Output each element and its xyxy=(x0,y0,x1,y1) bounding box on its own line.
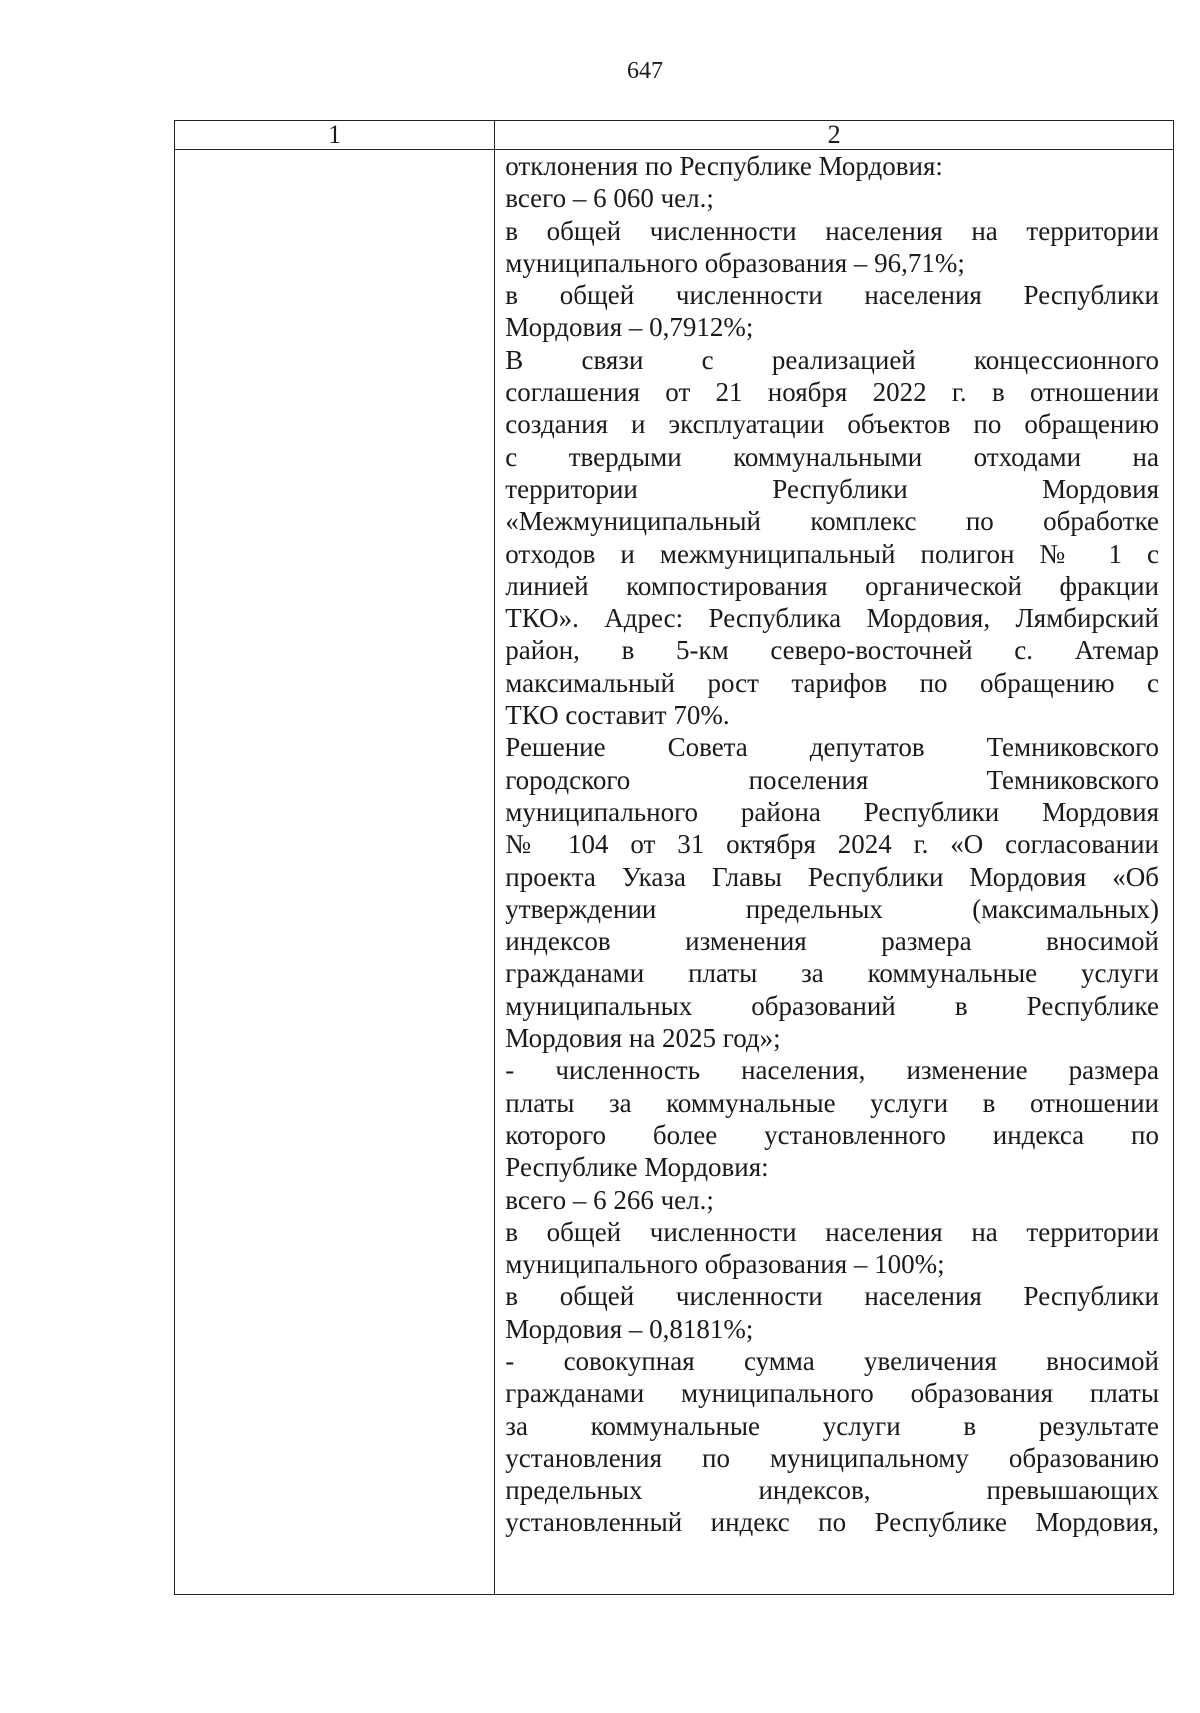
text-line: городского поселения Темниковского xyxy=(505,764,1159,795)
text-line: Мордовия – 0,8181%; xyxy=(505,1313,754,1344)
table-header-row xyxy=(175,121,1174,150)
table-row xyxy=(175,150,1174,1595)
text-line: ТКО». Адрес: Республика Мордовия, Лямбирский xyxy=(505,603,1159,634)
text-line: муниципального образования – 96,71%; xyxy=(505,247,965,278)
text-line: Решение Совета депутатов Темниковского xyxy=(505,732,1159,763)
text-line: отклонения по Республике Мордовия: xyxy=(505,151,943,181)
text-line: гражданами платы за коммунальные услуги xyxy=(505,958,1159,989)
text-line: предельных индексов, превышающих xyxy=(505,1475,1159,1506)
text-line: муниципального образования – 100%; xyxy=(505,1249,945,1280)
column-2-cell xyxy=(495,150,1174,1595)
text-line: муниципального района Республики Мордовия xyxy=(505,796,1159,827)
text-line: муниципальных образований в Республике xyxy=(505,990,1159,1021)
text-line: всего – 6 266 чел.; xyxy=(505,1184,714,1215)
column-1-cell xyxy=(175,150,495,1595)
text-line: гражданами муниципального образования платы xyxy=(505,1378,1159,1409)
text-line: всего – 6 060 чел.; xyxy=(505,183,714,214)
text-line: Мордовия на 2025 год»; xyxy=(505,1023,781,1054)
text-line: В связи с реализацией концессионного xyxy=(505,344,1159,375)
text-line: которого более установленного индекса по xyxy=(505,1119,1159,1150)
text-line: с твердыми коммунальными отходами на xyxy=(505,441,1159,472)
text-line: «Межмуниципальный комплекс по обработке xyxy=(505,506,1159,537)
text-line: - численность населения, изменение размера xyxy=(505,1055,1159,1086)
text-line: индексов изменения размера вносимой xyxy=(505,926,1159,957)
column-header-2: 2 xyxy=(495,121,1174,150)
text-line: создания и эксплуатации объектов по обращению xyxy=(505,409,1159,440)
text-line: установления по муниципальному образованию xyxy=(505,1442,1159,1473)
text-line: за коммунальные услуги в результате xyxy=(505,1410,1159,1441)
text-line: в общей численности населения Республики xyxy=(505,280,1159,311)
text-line: в общей численности населения на территории xyxy=(505,215,1159,246)
text-line: - совокупная сумма увеличения вносимой xyxy=(505,1345,1159,1376)
text-line: Республике Мордовия: xyxy=(505,1152,769,1183)
text-line: № 104 от 31 октября 2024 г. «О согласовании xyxy=(505,829,1159,860)
text-line: линией компостирования органической фракции xyxy=(505,570,1159,601)
text-line: отходов и межмуниципальный полигон № 1 с xyxy=(505,538,1159,569)
text-line: максимальный рост тарифов по обращению с xyxy=(505,667,1159,698)
page-number: 647 xyxy=(627,58,663,84)
text-line: соглашения от 21 ноября 2022 г. в отношении xyxy=(505,377,1159,408)
text-line: территории Республики Мордовия xyxy=(505,473,1159,504)
text-line: платы за коммунальные услуги в отношении xyxy=(505,1087,1159,1118)
text-line: в общей численности населения на территории xyxy=(505,1216,1159,1247)
text-line: Мордовия – 0,7912%; xyxy=(505,312,754,343)
column-header-1: 1 xyxy=(175,121,495,150)
text-line: в общей численности населения Республики xyxy=(505,1281,1159,1312)
text-line: район, в 5-км северо-восточней с. Атемар xyxy=(505,635,1159,666)
text-line: установленный индекс по Республике Мордовия, xyxy=(505,1507,1159,1538)
text-line: ТКО составит 70%. xyxy=(505,700,730,731)
document-table xyxy=(174,120,1174,1595)
text-line: проекта Указа Главы Республики Мордовия «Об xyxy=(505,861,1159,892)
text-line: утверждении предельных (максимальных) xyxy=(505,893,1159,924)
